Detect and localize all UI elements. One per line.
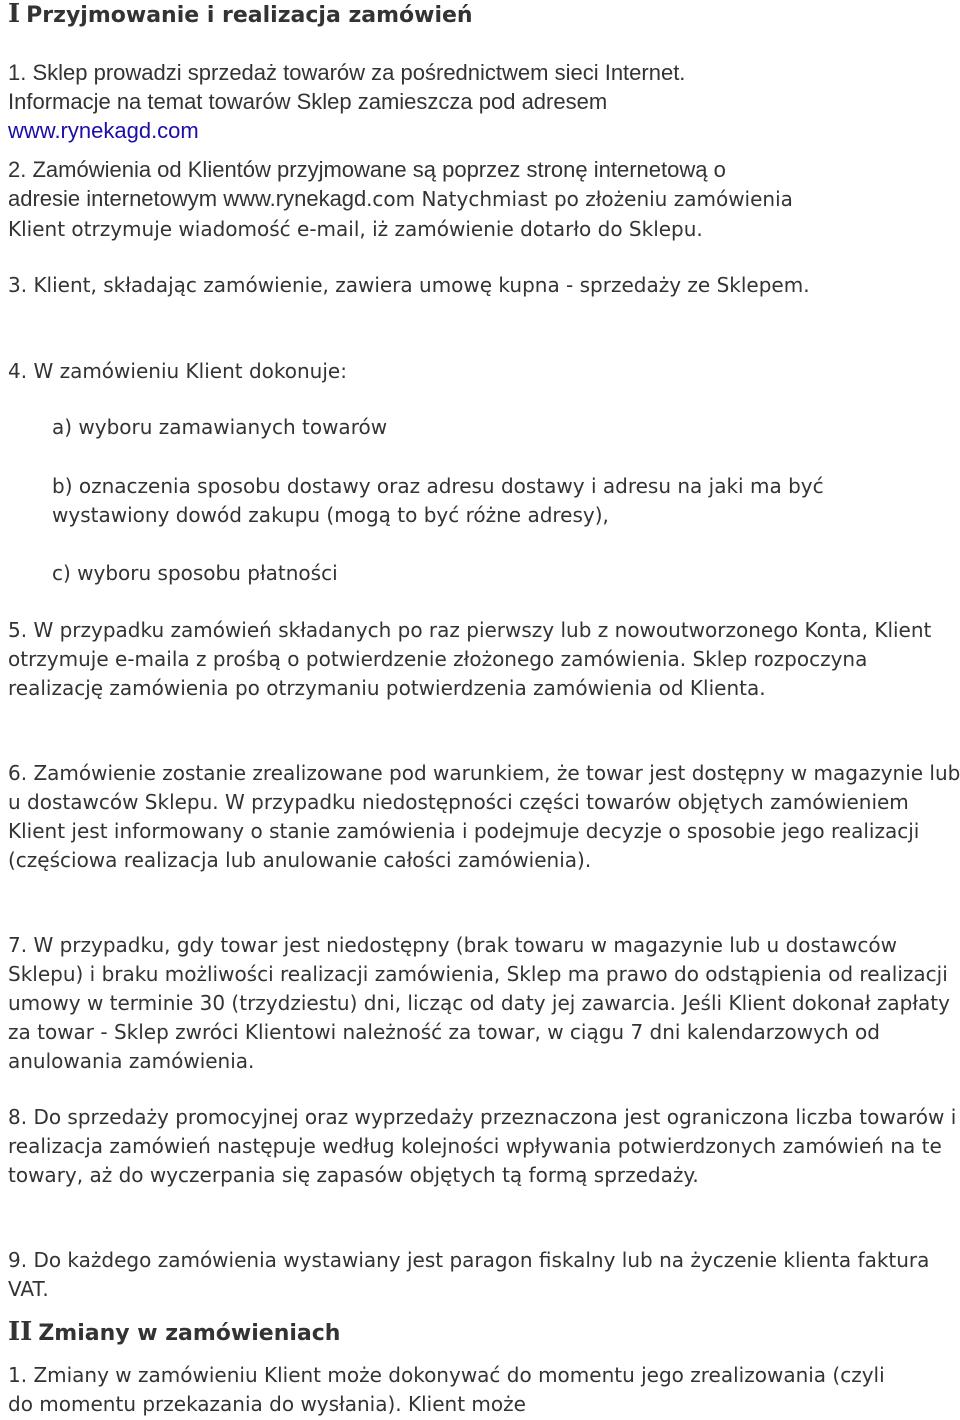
- paragraph-1-2: [8, 155, 960, 244]
- section-2-heading: [8, 1318, 340, 1348]
- shop-url-link[interactable]: www.rynekagd.com: [8, 118, 199, 143]
- paragraph-1-5: 5. W przypadku zamówień składanych po raz pierwszy lub z nowoutworzonego Konta, Klient otrzymuje e-maila z prośbą o potwierdzenie złożonego zamówienia. Sklep rozpoczyna realizację zamówienia po otrzymaniu potwierdzenia zamówienia od Klienta.: [8, 618, 932, 700]
- section-1-heading: [8, 0, 473, 30]
- paragraph-1-2-line-2a: adresie internetowym www.rynekagd.: [8, 186, 373, 211]
- list-item-4c: c) wyboru sposobu płatności: [52, 561, 338, 585]
- section-1-numeral: I: [8, 0, 21, 29]
- paragraph-1-2-line-1: 2. Zamówienia od Klientów przyjmowane są poprzez stronę internetową o: [8, 157, 726, 182]
- paragraph-1-1-text-a: 1. Sklep prowadzi sprzedaż towarów za pośrednictwem sieci Internet.: [8, 60, 686, 85]
- list-item-4a: a) wyboru zamawianych towarów: [52, 415, 388, 439]
- section-1-title: Przyjmowanie i realizacja zamówień: [26, 3, 473, 28]
- paragraph-1-4: 4. W zamówieniu Klient dokonuje:: [8, 359, 347, 383]
- paragraph-1-6: 6. Zamówienie zostanie zrealizowane pod warunkiem, że towar jest dostępny w magazynie lub u dostawców Sklepu. W przypadku niedostępności części towarów objętych zamówieniem Klient jest informowany o stanie zamówienia i podejmuje decyzje o sposobie jego realizacji (częściowa realizacja lub anulowanie całości zamówienia).: [8, 761, 960, 872]
- paragraph-1-7: 7. W przypadku, gdy towar jest niedostępny (brak towaru w magazynie lub u dostawców Sklepu) i braku możliwości realizacji zamówienia, Sklep ma prawo do odstąpienia od realizacji umowy w terminie 30 (trzydziestu) dni, licząc od daty jej zawarcia. Jeśli Klient dokonał zapłaty za towar - Sklep zwróci Klientowi należność za towar, w ciągu 7 dni kalendarzowych od anulowania zamówienia.: [8, 933, 950, 1073]
- section-2-title: Zmiany w zamówieniach: [38, 1321, 341, 1346]
- list-item-4b: b) oznaczenia sposobu dostawy oraz adresu dostawy i adresu na jaki ma być wystawiony dowód zakupu (mogą to być różne adresy),: [52, 474, 824, 527]
- paragraph-2-1: 1. Zmiany w zamówieniu Klient może dokonywać do momentu jego zrealizowania (czyli do momentu przekazania do wysłania). Klient może: [8, 1363, 885, 1416]
- section-2-numeral: II: [8, 1317, 33, 1347]
- paragraph-1-2-line-2b: com Natychmiast po złożeniu zamówienia: [372, 187, 793, 211]
- paragraph-1-9: 9. Do każdego zamówienia wystawiany jest paragon fiskalny lub na życzenie klienta faktura VAT.: [8, 1248, 930, 1301]
- paragraph-1-1-text-b: Informacje na temat towarów Sklep zamieszcza pod adresem: [8, 89, 608, 114]
- paragraph-1-2-line-3: Klient otrzymuje wiadomość e-mail, iż zamówienie dotarło do Sklepu.: [8, 217, 703, 241]
- paragraph-1-1: [8, 58, 960, 145]
- paragraph-1-3: 3. Klient, składając zamówienie, zawiera umowę kupna - sprzedaży ze Sklepem.: [8, 273, 810, 297]
- paragraph-1-8: 8. Do sprzedaży promocyjnej oraz wyprzedaży przeznaczona jest ograniczona liczba towarów i realizacja zamówień następuje według kolejności wpływania potwierdzonych zamówień na te towary, aż do wyczerpania się zapasów objętych tą formą sprzedaży.: [8, 1105, 957, 1187]
